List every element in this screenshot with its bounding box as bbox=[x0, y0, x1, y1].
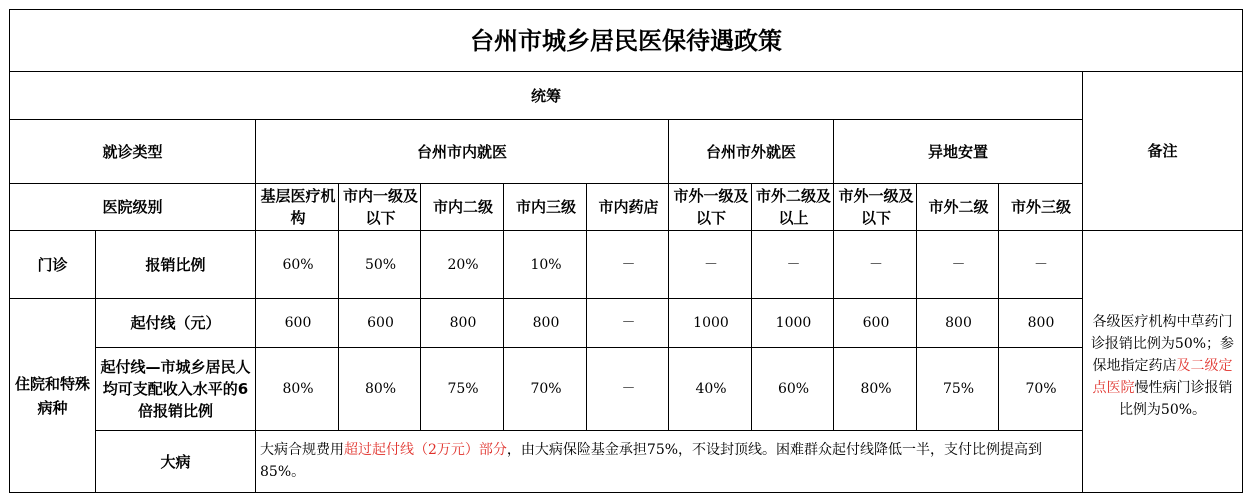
hospital-level-header: 市内三级 bbox=[515, 198, 576, 216]
hospital-level-header: 市外一级及以下 bbox=[673, 187, 749, 227]
grid-line bbox=[9, 9, 10, 493]
grid-line bbox=[9, 9, 1243, 10]
deductible-cell: － bbox=[621, 315, 636, 331]
remarks-header: 备注 bbox=[1147, 142, 1178, 160]
deductible-cell: 600 bbox=[367, 315, 394, 331]
outpatient-category: 门诊 bbox=[37, 255, 68, 274]
grid-line bbox=[751, 183, 752, 431]
deductible-cell: 800 bbox=[532, 315, 560, 331]
outpatient-rate-cell: 50% bbox=[364, 256, 397, 273]
grid-line bbox=[255, 119, 256, 493]
grid-line bbox=[9, 71, 1243, 72]
deductible-cell: 800 bbox=[1027, 315, 1055, 331]
critical-text-part2: ，由大病保险基金承担75%，不设封顶线。困难群众起付线降低一半，支付比例提高到85%。 bbox=[260, 442, 1043, 480]
grid-line bbox=[586, 183, 587, 431]
hospital-level-label: 医院级别 bbox=[102, 198, 163, 216]
group-header: 台州市外就医 bbox=[705, 142, 796, 161]
critical-text-part1: 大病合规费用 bbox=[260, 442, 344, 458]
outpatient-label: 报销比例 bbox=[145, 255, 206, 274]
reimbursement-label: 起付线—市城乡居民人均可支配收入水平的6倍报销比例 bbox=[100, 358, 251, 420]
remark-part2: 慢性病门诊报销比例为50%。 bbox=[1118, 380, 1233, 418]
critical-illness-label: 大病 bbox=[160, 452, 191, 471]
grid-line bbox=[503, 183, 504, 431]
outpatient-rate-cell: 10% bbox=[530, 256, 562, 273]
grid-line bbox=[420, 183, 421, 431]
hospital-level-header: 市外二级 bbox=[928, 198, 989, 216]
visit-type-label: 就诊类型 bbox=[102, 142, 163, 161]
grid-line bbox=[9, 230, 1243, 231]
outpatient-rate-cell: － bbox=[786, 256, 801, 273]
grid-line bbox=[9, 183, 1083, 184]
remark-part1: 各级医疗机构中草药门诊报销比例为50%；参保地指定药店 bbox=[1090, 314, 1235, 374]
reimbursement-rate-cell: 75% bbox=[447, 381, 479, 397]
page-title: 台州市城乡居民医保待遇政策 bbox=[470, 26, 782, 55]
outpatient-rate-cell: 20% bbox=[447, 256, 479, 273]
outpatient-rate-cell: － bbox=[951, 256, 966, 273]
grid-line bbox=[95, 430, 1083, 431]
deductible-cell: 1000 bbox=[693, 315, 729, 331]
outpatient-rate-cell: － bbox=[621, 256, 636, 273]
grid-line bbox=[998, 183, 999, 431]
hospital-level-header: 市外二级及以上 bbox=[755, 187, 831, 227]
hospital-level-header: 市内二级 bbox=[432, 198, 493, 216]
grid-line bbox=[668, 119, 669, 431]
reimbursement-rate-cell: 70% bbox=[530, 381, 562, 397]
grid-line bbox=[95, 230, 96, 493]
reimbursement-rate-cell: 60% bbox=[777, 381, 810, 397]
grid-line bbox=[9, 492, 1243, 493]
section-header: 统筹 bbox=[530, 86, 561, 105]
outpatient-rate-cell: － bbox=[1034, 256, 1048, 273]
grid-line bbox=[916, 183, 917, 431]
group-header: 台州市内就医 bbox=[416, 142, 507, 161]
outpatient-rate-cell: － bbox=[704, 256, 718, 273]
deductible-label: 起付线（元） bbox=[130, 314, 221, 332]
grid-line bbox=[1242, 9, 1243, 493]
inpatient-category: 住院和特殊病种 bbox=[14, 374, 90, 417]
hospital-level-header: 基层医疗机构 bbox=[260, 187, 336, 227]
outpatient-rate-cell: 60% bbox=[282, 256, 314, 273]
deductible-cell: 600 bbox=[284, 315, 312, 331]
critical-text-highlight: 超过起付线（2万元）部分 bbox=[344, 442, 507, 458]
group-header: 异地安置 bbox=[927, 142, 988, 161]
reimbursement-rate-cell: 80% bbox=[282, 381, 314, 397]
critical-illness-text bbox=[260, 431, 1078, 492]
grid-line bbox=[95, 347, 1083, 348]
outpatient-rate-cell: － bbox=[869, 256, 883, 273]
hospital-level-header: 市外三级 bbox=[1010, 198, 1071, 216]
reimbursement-rate-cell: 70% bbox=[1025, 381, 1057, 397]
hospital-level-header: 市外一级及以下 bbox=[838, 187, 914, 227]
reimbursement-rate-cell: 40% bbox=[695, 381, 727, 397]
deductible-cell: 800 bbox=[945, 315, 972, 331]
deductible-cell: 1000 bbox=[775, 315, 812, 331]
reimbursement-rate-cell: － bbox=[621, 381, 636, 397]
grid-line bbox=[1082, 71, 1083, 493]
reimbursement-rate-cell: 75% bbox=[942, 381, 975, 397]
reimbursement-rate-cell: 80% bbox=[364, 381, 397, 397]
remark-highlight: 及二级定点医院 bbox=[1092, 358, 1233, 396]
deductible-cell: 600 bbox=[862, 315, 890, 331]
deductible-cell: 800 bbox=[449, 315, 477, 331]
grid-line bbox=[338, 183, 339, 431]
remark-text bbox=[1090, 311, 1235, 418]
hospital-level-header: 市内药店 bbox=[598, 198, 659, 216]
grid-line bbox=[9, 119, 1083, 120]
grid-line bbox=[9, 298, 1083, 299]
hospital-level-header: 市内一级及以下 bbox=[342, 187, 418, 227]
reimbursement-rate-cell: 80% bbox=[860, 381, 892, 397]
grid-line bbox=[833, 119, 834, 431]
